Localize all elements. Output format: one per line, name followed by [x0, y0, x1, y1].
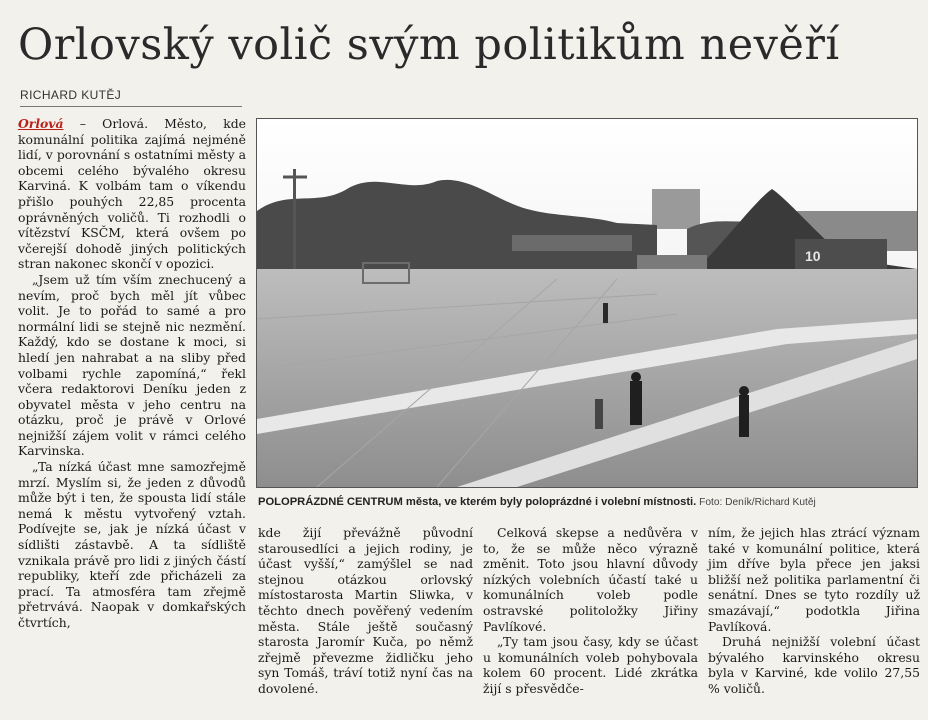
billboard-label: 10 — [805, 248, 821, 264]
caption-lead: POLOPRÁZDNÉ CENTRUM — [258, 496, 403, 508]
pedestrian — [603, 303, 608, 323]
dateline: Orlová — [18, 116, 64, 131]
article-column-3 — [483, 525, 698, 697]
paragraph-text: – Orlová. Město, kde komunální politika zajímá nejméně lidí, v porovnání s ostatními městy a obcemi celého bývalého okresu Karviná. K volbám tam o víkendu přišlo pouhých 22,85 procenta oprávněných voličů. Ti rozhodli o vítězství KSČM, která ovšem po včerejší dohodě jiných politických stran nakonec skončí v opozici. — [18, 116, 246, 272]
building — [652, 189, 700, 229]
pavilion — [512, 235, 632, 251]
paragraph: „Ta nízká účast mne samozřejmě mrzí. Myslím si, že jeden z důvodů může být i ten, že spousta lidí stále nemá k městu vytvořený vztah. Podívejte se, jak je nízká účast v sídlišti zástavbě. A ta sídliště vznikala právě pro lidi z jiných částí republiky, kteří zde přicházeli za prací. Ta atmosféra tam zřejmě přetrvává. Naopak v domkařských čtvrtích, — [18, 459, 246, 630]
article-column-2 — [258, 525, 473, 697]
photo-credit: Foto: Deník/Richard Kutěj — [696, 497, 816, 508]
byline: RICHARD KUTĚJ — [20, 88, 122, 102]
lamp-post — [293, 169, 296, 279]
pedestrian-head — [739, 386, 749, 396]
byline-rule — [20, 106, 242, 107]
photo-caption — [258, 496, 918, 508]
article-column-1 — [18, 116, 246, 631]
paragraph: Druhá nejnižší volební účast bývalého karvinského okresu byla v Karviné, kde volilo 27,55 % voličů. — [708, 634, 920, 696]
caption-text: města, ve kterém byly poloprázdné i volební místnosti. — [402, 496, 697, 508]
paragraph: ním, že jejich hlas ztrácí význam také v komunální politice, která jim dříve byla přece jen jaksi bližší než politika parlamentní či senátní. Dnes se tyto rozdíly už smazávají,“ podotkla Jiřina Pavlíková. — [708, 525, 920, 634]
paragraph: Celková skepse a nedůvěra v to, že se může něco výrazně změnit. Toto jsou hlavní důvody nízkých volebních účastí také u komunálních voleb podle ostravské politoložky Jiřiny Pavlíkové. — [483, 525, 698, 634]
article-photo — [256, 118, 918, 488]
pavilion — [637, 255, 707, 271]
pedestrian — [595, 399, 603, 429]
pedestrian — [739, 395, 749, 437]
pedestrian — [630, 381, 642, 425]
headline: Orlovský volič svým politikům nevěří — [18, 20, 840, 70]
paragraph: „Ty tam jsou časy, kdy se účast u komunálních voleb pohybovala kolem 60 procent. Lidé zkrátka žijí s přesvědče- — [483, 634, 698, 696]
paragraph — [18, 116, 246, 272]
paragraph: kde žijí převážně původní starousedlíci a jejich rodiny, je účast vyšší,“ zamýšlel se nad stejnou otázkou orlovský místostarosta Martin Sliwka, v těchto dnech pověřený vedením města. Stále ještě současný starosta Jaromír Kuča, po němž zřejmě převezme židličku jeho syn Tomáš, tráví totiž nyní čas na dovolené. — [258, 525, 473, 696]
square-photo-illustration — [257, 119, 917, 487]
pedestrian-head — [631, 372, 641, 382]
article-column-4 — [708, 525, 920, 697]
paragraph: „Jsem už tím vším znechucený a nevím, proč bych měl jít vůbec volit. Je to pořád to samé a pro normální lidi se stejně nic nezmění. Každý, kdo se dostane k moci, si hledí jen nahrabat a na sliby před volbami rychle zapomíná,“ řekl včera redaktorovi Deníku jeden z obyvatel města v jeho centru na otázku, proč je právě v Orlové nejnižší zájem volit v rámci celého Karvinska. — [18, 271, 246, 459]
